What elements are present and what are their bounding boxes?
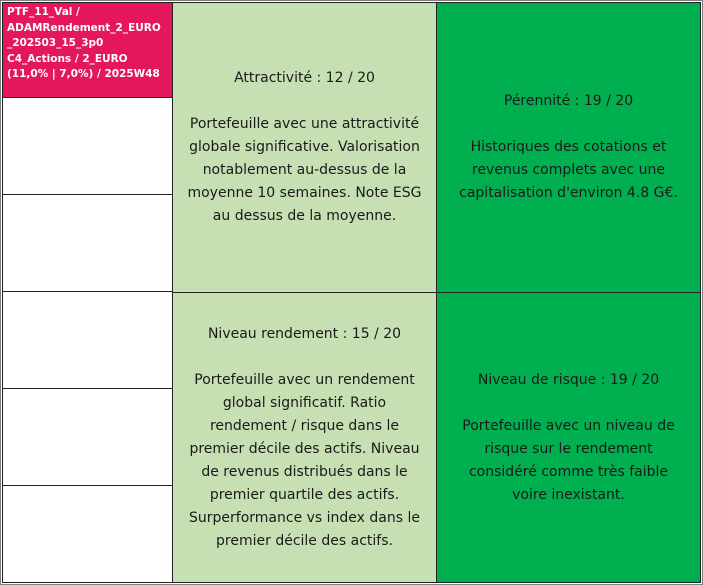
portfolio-header-tag [2,2,173,98]
risque-title: Niveau de risque : 19 / 20 [477,371,660,388]
attractivite-title: Attractivité : 12 / 20 [234,70,375,86]
perennite-description: Historiques des cotations et revenus complets avec une capitalisation d'environ 4.8 G€. [459,139,678,201]
header-line: (11,0% | 7,0%) / 2025W48 [7,68,160,80]
risque-card [436,292,701,583]
empty-cell [2,97,173,195]
empty-cell [2,388,173,486]
perennite-card [436,2,701,293]
header-line: ADAMRendement_2_EURO [7,21,161,34]
risque-description: Portefeuille avec un niveau de risque sur le rendement considéré comme très faible voire inexistant. [462,417,675,503]
perennite-title: Pérennité : 19 / 20 [503,93,634,109]
empty-cell [2,485,173,583]
header-line: C4_Actions / 2_EURO [7,52,128,65]
empty-cell [2,194,173,292]
header-line: _202503_15_3p0 [7,37,104,49]
attractivite-card [172,2,437,293]
rendement-card [172,292,437,583]
attractivite-description: Portefeuille avec une attractivité globale significative. Valorisation notablement au-dessus de la moyenne 10 semaines. Note ESG au dessus de la moyenne. [187,116,422,224]
rendement-title: Niveau rendement : 15 / 20 [207,325,402,342]
header-line: PTF_11_Val / [7,6,80,18]
rendement-description: Portefeuille avec un rendement global significatif. Ratio rendement / risque dans le premier décile des actifs. Niveau de revenus distribués dans le premier quartile des actifs. Surperformance vs index dans le premier décile des actifs. [189,371,420,549]
empty-cell [2,291,173,389]
